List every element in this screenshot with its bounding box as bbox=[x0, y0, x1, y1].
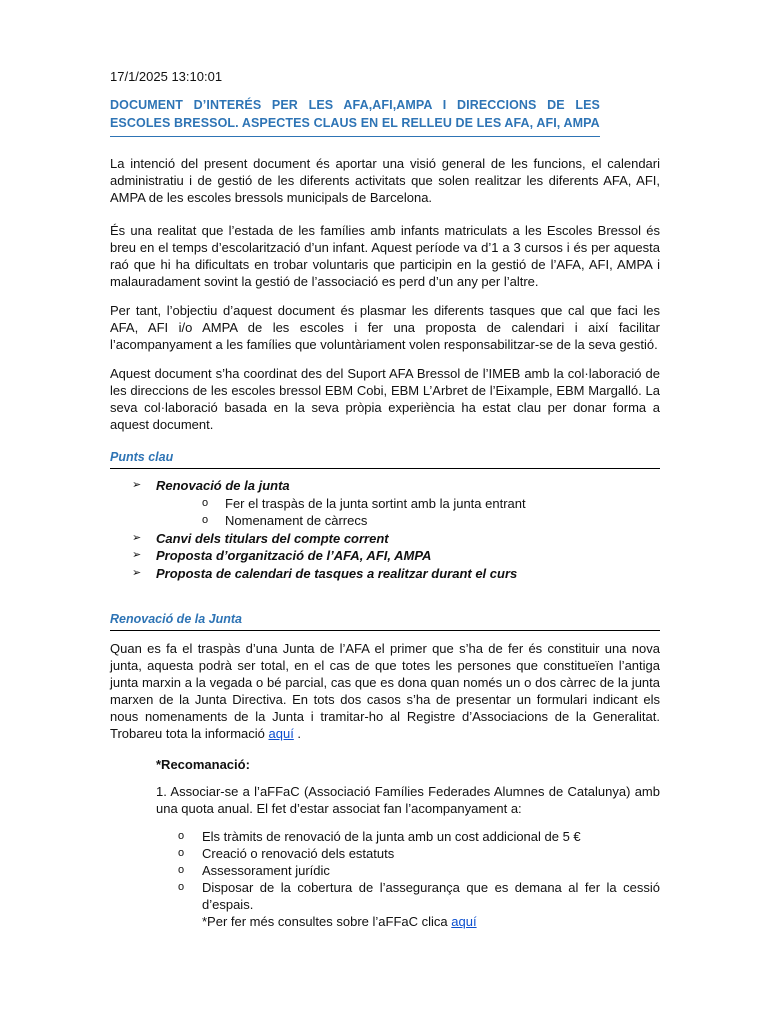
section-heading-renewal: Renovació de la Junta bbox=[110, 611, 660, 631]
intro-paragraph-2: És una realitat que l’estada de les famílies amb infants matriculats a les Escoles Bressol és breu en el temps d’escolarització d’un infant. Aquest període va d’1 a 3 cursos i és per aquesta raó que hi ha dificultats en trobar voluntaris que participin en la gestió de l’AFA, AFI, AMPA i malauradament sovint la gestió de l’associació es perd d’un any per l’altre. bbox=[110, 223, 660, 289]
benefit-text: Els tràmits de renovació de la junta amb un cost addicional de 5 € bbox=[202, 829, 581, 844]
intro-paragraph-3: Per tant, l’objectiu d’aquest document és plasmar les diferents tasques que cal que faci les AFA, AFI i/o AMPA de les escoles i fer una proposta de calendari i així facilitar l’acompanyament a les famílies que voluntàriament volen responsabilitzar-se de la seva gestió. bbox=[110, 303, 660, 352]
arrow-bullet-icon: ➢ bbox=[132, 549, 142, 561]
arrow-bullet-icon: ➢ bbox=[132, 531, 142, 544]
print-datetime: 17/1/2025 13:10:01 bbox=[110, 69, 223, 84]
list-item bbox=[132, 530, 662, 548]
sub-point-label: Fer el traspàs de la junta sortint amb la junta entrant bbox=[225, 495, 526, 511]
arrow-bullet-icon: ➢ bbox=[132, 479, 142, 491]
recommendation-body: 1. Associar-se a l’aFFaC (Associació Famílies Federades Alumnes de Catalunya) amb una quota anual. El fet d’estar associat fan l’acompanyament a: bbox=[156, 784, 660, 816]
intro-paragraph-1: La intenció del present document és aportar una visió general de les funcions, el calendari administratiu i de gestió de les diferents activitats que solen realitzar les diferents AFA, AFI, AMPA de les escoles bressols municipals de Barcelona. bbox=[110, 156, 660, 205]
more-info-text: *Per fer més consultes sobre l’aFFaC clica bbox=[202, 914, 448, 929]
sub-list-item bbox=[132, 495, 662, 513]
list-item bbox=[156, 879, 660, 930]
circle-bullet-icon: o bbox=[178, 881, 185, 893]
list-item bbox=[132, 565, 662, 583]
section-heading-key-points: Punts clau bbox=[110, 449, 660, 469]
key-point-label: Canvi dels titulars del compte corrent bbox=[156, 530, 389, 546]
info-link[interactable]: aquí bbox=[268, 726, 294, 741]
arrow-bullet-icon: ➢ bbox=[132, 566, 142, 579]
key-points-list bbox=[132, 477, 662, 582]
sub-point-label: Nomenament de càrrecs bbox=[225, 513, 368, 528]
affac-link[interactable]: aquí bbox=[451, 914, 477, 929]
list-item bbox=[156, 828, 660, 845]
circle-bullet-icon: o bbox=[202, 496, 209, 509]
circle-bullet-icon: o bbox=[178, 830, 185, 842]
title-underline bbox=[110, 136, 600, 137]
sub-list-item bbox=[132, 512, 662, 530]
list-item bbox=[132, 477, 662, 495]
list-item bbox=[132, 547, 662, 565]
key-point-label: Proposta d’organització de l’AFA, AFI, AMPA bbox=[156, 548, 432, 563]
renewal-body-end: . bbox=[293, 726, 302, 741]
recommendation-title: *Recomanació: bbox=[156, 757, 250, 772]
intro-paragraph-4: Aquest document s’ha coordinat des del Suport AFA Bressol de l’IMEB amb la col·laboració de les direccions de les escoles bressol EBM Cobi, EBM L’Arbret de l’Eixample, EBM Margalló. La seva col·laboració basada en la seva pròpia experiència ha estat clau per donar forma a aquest document. bbox=[110, 366, 660, 432]
key-point-label: Proposta de calendari de tasques a realitzar durant el curs bbox=[156, 565, 518, 581]
affac-benefits-list bbox=[156, 828, 660, 930]
benefit-text: Assessorament jurídic bbox=[202, 863, 330, 878]
circle-bullet-icon: o bbox=[178, 847, 185, 859]
key-point-label: Renovació de la junta bbox=[156, 478, 290, 493]
benefit-text: Creació o renovació dels estatuts bbox=[202, 846, 395, 861]
benefit-text: Disposar de la cobertura de l’assegurança que es demana al fer la cessió d’espais. bbox=[202, 880, 660, 912]
list-item bbox=[156, 845, 660, 862]
circle-bullet-icon: o bbox=[202, 514, 209, 526]
document-title: DOCUMENT D’INTERÉS PER LES AFA,AFI,AMPA I DIRECCIONS DE LES ESCOLES BRESSOL. ASPECTES CLAUS EN EL RELLEU DE LES AFA, AFI, AMPA bbox=[110, 98, 600, 130]
list-item bbox=[156, 862, 660, 879]
renewal-body-text: Quan es fa el traspàs d’una Junta de l’AFA el primer que s’ha de fer és constituir una nova junta, aquesta podrà ser total, en el cas de que totes les persones que constitueïen l’antiga junta marxin a la vegada o bé parcial, cas que es dona quan només un o dos càrrec de la junta marxen de la Junta Directiva. En tots dos casos s’ha de presentar un formulari indicant els nous nomenaments de la Junta i tramitar-ho al Registre d’Associacions de la Generalitat. Trobareu tota la informació bbox=[110, 641, 660, 741]
circle-bullet-icon: o bbox=[178, 864, 185, 876]
renewal-paragraph bbox=[110, 640, 660, 742]
